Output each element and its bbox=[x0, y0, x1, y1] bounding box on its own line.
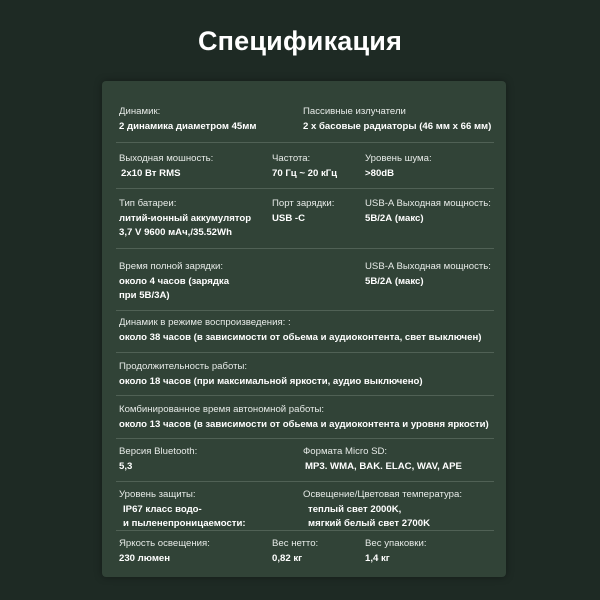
spec-label: Время полной зарядки: bbox=[119, 261, 224, 272]
spec-lighting-color-temp bbox=[303, 488, 462, 532]
spec-combined-runtime bbox=[119, 403, 489, 432]
spec-full-charge-time bbox=[119, 260, 229, 304]
spec-runtime bbox=[119, 360, 423, 389]
spec-value: 2х10 Вт RMS bbox=[121, 167, 181, 179]
spec-protection-level bbox=[119, 488, 246, 532]
divider bbox=[116, 530, 494, 531]
spec-value: около 18 часов (при максимальной яркости, аудио выключено) bbox=[119, 375, 423, 387]
spec-micro-sd-formats bbox=[303, 445, 462, 474]
spec-value: IP67 класс водо- и пыленепроницаемости: bbox=[123, 503, 246, 529]
spec-label: Вес нетто: bbox=[272, 538, 319, 549]
spec-speaker bbox=[119, 105, 256, 134]
spec-value: MP3. WMA, BAK. ELAC, WAV, APE bbox=[305, 460, 462, 472]
spec-label: USB-A Выходная мощность: bbox=[365, 261, 491, 272]
divider bbox=[116, 438, 494, 439]
spec-label: Частота: bbox=[272, 153, 311, 164]
spec-value: теплый свет 2000K, мягкий белый свет 2700K bbox=[308, 503, 431, 529]
spec-label: Уровень защиты: bbox=[119, 489, 196, 500]
spec-label: Формата Micro SD: bbox=[303, 446, 388, 457]
spec-label: Уровень шума: bbox=[365, 153, 432, 164]
spec-value: 230 люмен bbox=[119, 552, 171, 564]
spec-playback-time bbox=[119, 316, 481, 345]
spec-value: 2 динамика диаметром 45мм bbox=[119, 120, 257, 132]
spec-value: 5В/2А (макс) bbox=[365, 212, 424, 224]
spec-value: USB -C bbox=[272, 212, 306, 224]
spec-usb-a-output-2 bbox=[365, 260, 491, 289]
divider bbox=[116, 142, 494, 143]
spec-bluetooth-version bbox=[119, 445, 197, 474]
spec-label: Комбинированное время автономной работы: bbox=[119, 404, 325, 415]
spec-value: 2 х басовые радиаторы (46 мм х 66 мм) bbox=[303, 120, 492, 132]
spec-charging-port bbox=[272, 197, 334, 226]
page-title: Спецификация bbox=[197, 26, 403, 56]
spec-frequency bbox=[272, 152, 337, 181]
spec-label: Освещение/Цветовая температура: bbox=[303, 489, 463, 500]
spec-label: Продолжительность работы: bbox=[119, 361, 248, 372]
divider bbox=[116, 248, 494, 249]
divider bbox=[116, 352, 494, 353]
spec-value: 5,3 bbox=[119, 460, 133, 472]
spec-usb-a-output bbox=[365, 197, 491, 226]
spec-label: Вес упаковки: bbox=[365, 538, 427, 549]
divider bbox=[116, 188, 494, 189]
spec-brightness bbox=[119, 537, 210, 566]
spec-label: Порт зарядки: bbox=[272, 198, 335, 209]
spec-label: Выходная мошность: bbox=[119, 153, 214, 164]
spec-value: 70 Гц ~ 20 кГц bbox=[272, 167, 338, 179]
spec-label: USB-A Выходная мощность: bbox=[365, 198, 491, 209]
spec-value: литий-ионный аккумулятор 3,7 V 9600 мАч,/35.52Wh bbox=[119, 212, 252, 238]
spec-label: Тип батареи: bbox=[119, 198, 177, 209]
divider bbox=[116, 481, 494, 482]
spec-passive-radiators bbox=[303, 105, 491, 134]
spec-value: около 13 часов (в зависимости от обьема и аудиоконтента и уровня яркости) bbox=[119, 418, 489, 430]
spec-label: Версия Bluetooth: bbox=[119, 446, 198, 457]
spec-noise-level bbox=[365, 152, 432, 181]
spec-label: Яркость освещения: bbox=[119, 538, 210, 549]
spec-value: 1,4 кг bbox=[365, 552, 390, 564]
spec-label: Динамик: bbox=[119, 106, 161, 117]
spec-output-power bbox=[119, 152, 213, 181]
spec-card bbox=[102, 81, 506, 577]
spec-label: Пассивные излучатели bbox=[303, 106, 406, 117]
spec-value: около 4 часов (зарядка при 5В/3А) bbox=[119, 275, 230, 301]
spec-value: около 38 часов (в зависимости от обьема и аудиоконтента, свет выключен) bbox=[119, 331, 482, 343]
spec-value: 5В/2А (макс) bbox=[365, 275, 424, 287]
divider bbox=[116, 395, 494, 396]
divider bbox=[116, 310, 494, 311]
spec-label: Динамик в режиме воспроизведения: : bbox=[119, 317, 291, 328]
spec-package-weight bbox=[365, 537, 426, 566]
spec-value: 0,82 кг bbox=[272, 552, 303, 564]
spec-net-weight bbox=[272, 537, 318, 566]
spec-battery-type bbox=[119, 197, 251, 241]
spec-value: >80dB bbox=[365, 167, 395, 179]
